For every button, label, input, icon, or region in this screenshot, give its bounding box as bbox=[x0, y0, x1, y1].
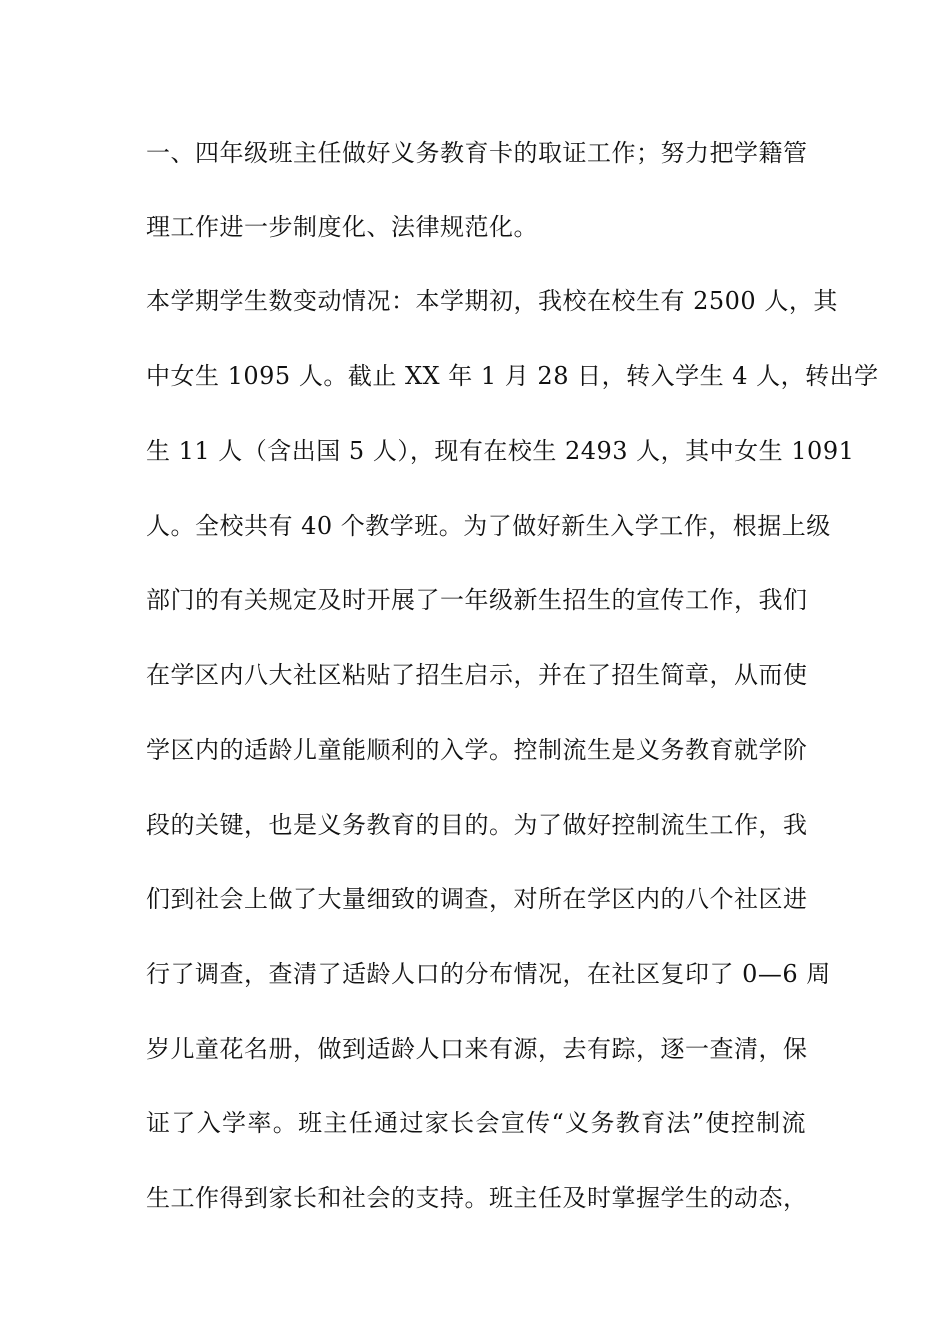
body-line-2: 中女生 1095 人。截止 XX 年 1 月 28 日，转入学生 4 人，转出学 bbox=[146, 362, 879, 390]
body-line-4: 人。全校共有 40 个教学班。为了做好新生入学工作，根据上级 bbox=[146, 512, 831, 540]
heading-line-1: 一、四年级班主任做好义务教育卡的取证工作；努力把学籍管 bbox=[146, 139, 808, 167]
heading-line-2: 理工作进一步制度化、法律规范化。 bbox=[146, 213, 538, 241]
body-line-7: 学区内的适龄儿童能顺利的入学。控制流生是义务教育就学阶 bbox=[146, 736, 808, 764]
body-line-3: 生 11 人（含出国 5 人），现有在校生 2493 人，其中女生 1091 bbox=[146, 437, 855, 465]
body-line-8: 段的关键，也是义务教育的目的。为了做好控制流生工作，我 bbox=[146, 811, 808, 839]
body-line-9: 们到社会上做了大量细致的调查，对所在学区内的八个社区进 bbox=[146, 885, 808, 913]
body-line-13: 生工作得到家长和社会的支持。班主任及时掌握学生的动态， bbox=[146, 1184, 808, 1212]
body-line-1: 本学期学生数变动情况：本学期初，我校在校生有 2500 人，其 bbox=[146, 287, 838, 315]
body-line-12: 证了入学率。班主任通过家长会宣传“义务教育法”使控制流 bbox=[146, 1109, 806, 1137]
body-line-11: 岁儿童花名册，做到适龄人口来有源，去有踪，逐一查清，保 bbox=[146, 1035, 808, 1063]
body-line-5: 部门的有关规定及时开展了一年级新生招生的宣传工作，我们 bbox=[146, 586, 808, 614]
body-line-6: 在学区内八大社区粘贴了招生启示，并在了招生简章，从而使 bbox=[146, 661, 808, 689]
body-line-10: 行了调查，查清了适龄人口的分布情况，在社区复印了 0—6 周 bbox=[146, 960, 831, 988]
